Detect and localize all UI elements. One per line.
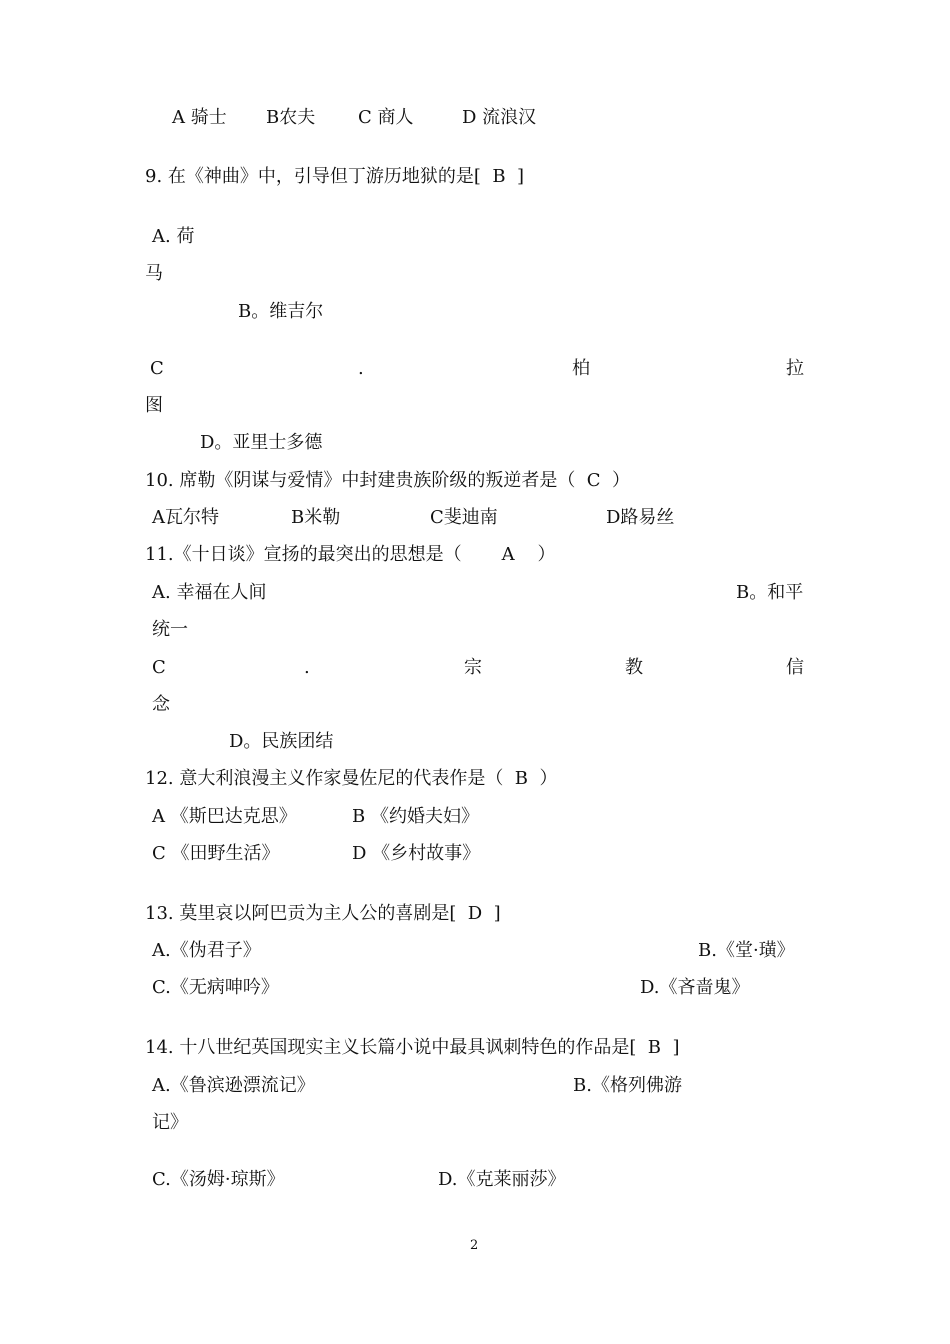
q8-option-c: C 商人	[358, 107, 414, 128]
q9-option-b: B。维吉尔	[238, 301, 324, 322]
q11-option-c-char3: 信	[786, 657, 804, 678]
q11-option-b: B。和平	[736, 582, 804, 603]
q11-option-a: A. 幸福在人间	[152, 582, 267, 603]
q13-option-c: C.《无病呻吟》	[152, 977, 279, 998]
q8-option-b: B农夫	[266, 107, 316, 128]
q10-option-d: D路易丝	[606, 507, 675, 528]
q12-option-b: B 《约婚夫妇》	[352, 806, 479, 827]
q11-option-c-letter: C	[152, 657, 166, 678]
q12-option-a: A 《斯巴达克思》	[152, 806, 297, 827]
q9-option-c-char1: 柏	[572, 358, 590, 379]
page-number: 2	[470, 1238, 479, 1253]
q11-option-c-char1: 宗	[464, 657, 482, 678]
q14-stem: 14. 十八世纪英国现实主义长篇小说中最具讽刺特色的作品是[ B ]	[145, 1037, 680, 1058]
q9-option-c-dot: .	[358, 358, 364, 379]
q11-option-b-continued: 统一	[152, 619, 188, 640]
q11-option-d: D。民族团结	[229, 731, 334, 752]
q10-option-a: A瓦尔特	[152, 507, 219, 528]
q13-option-a: A.《伪君子》	[152, 940, 261, 961]
q14-option-b: B.《格列佛游	[573, 1075, 682, 1096]
q11-option-c-dot: .	[304, 657, 310, 678]
q13-option-b: B.《堂·璜》	[698, 940, 795, 961]
q12-option-d: D 《乡村故事》	[352, 843, 481, 864]
q13-stem: 13. 莫里哀以阿巴贡为主人公的喜剧是[ D ]	[145, 903, 501, 924]
q10-option-c: C斐迪南	[430, 507, 498, 528]
q14-option-a: A.《鲁滨逊漂流记》	[152, 1075, 315, 1096]
q9-option-c-char2: 拉	[786, 358, 804, 379]
q9-option-c-letter: C	[150, 358, 164, 379]
q11-option-c-char2: 教	[625, 657, 643, 678]
q9-option-a-continued: 马	[145, 263, 163, 284]
q14-option-c: C.《汤姆·琼斯》	[152, 1169, 285, 1190]
q12-option-c: C 《田野生活》	[152, 843, 280, 864]
q8-option-a: A 骑士	[172, 107, 227, 128]
q11-stem: 11.《十日谈》宣扬的最突出的思想是（ A ）	[145, 544, 556, 565]
q13-option-d: D.《吝啬鬼》	[640, 977, 750, 998]
q12-stem: 12. 意大利浪漫主义作家曼佐尼的代表作是（ B ）	[145, 768, 558, 789]
q9-option-a: A. 荷	[152, 226, 195, 247]
q10-stem: 10. 席勒《阴谋与爱情》中封建贵族阶级的叛逆者是（ C ）	[145, 470, 631, 491]
q9-stem: 9. 在《神曲》中，引导但丁游历地狱的是[ B ]	[145, 166, 525, 187]
q14-option-b-continued: 记》	[152, 1112, 188, 1133]
q11-option-c-continued: 念	[152, 694, 170, 715]
q8-option-d: D 流浪汉	[462, 107, 537, 128]
q9-option-d: D。亚里士多德	[200, 432, 323, 453]
q14-option-d: D.《克莱丽莎》	[438, 1169, 566, 1190]
q10-option-b: B米勒	[291, 507, 341, 528]
q9-option-c-continued: 图	[145, 395, 163, 416]
